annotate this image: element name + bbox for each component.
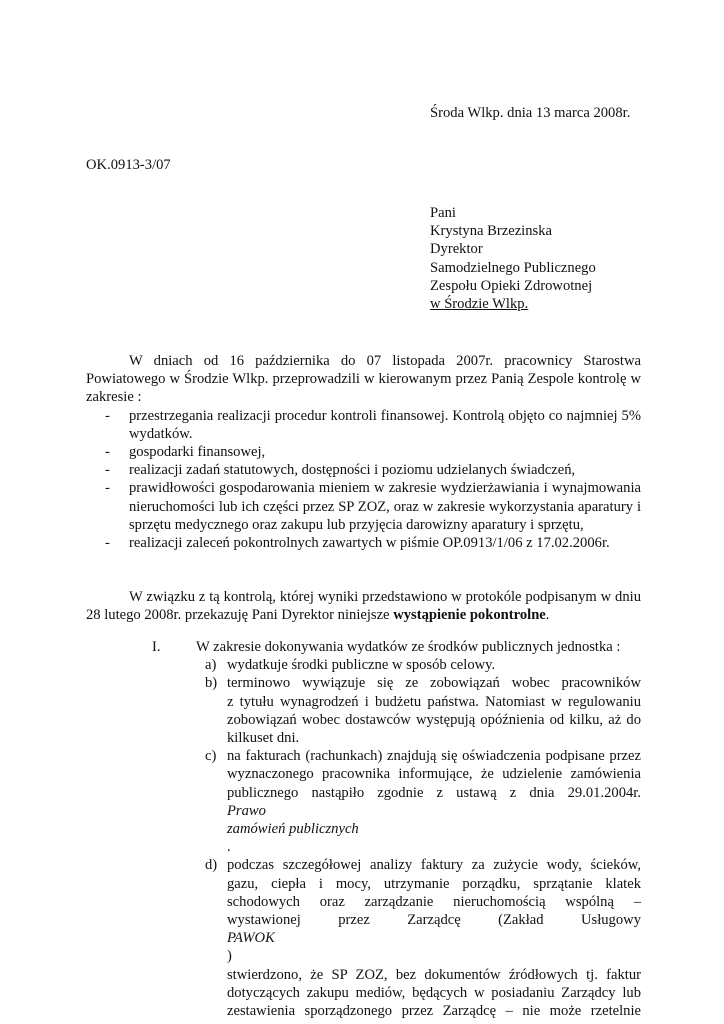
list-item: - realizacji zaleceń pokontrolnych zawartych w piśmie OP.0913/1/06 z 17.02.2006r. [105,535,610,552]
conclusion-bold-phrase: wystąpienie pokontrolne [393,607,546,624]
sub-point-end: . [227,839,231,856]
recipient-line: Dyrektor [430,241,483,258]
sub-point-line-text: wystawionej przez Zarządcę (Zakład Usługowy [227,912,641,929]
sub-point-line: kilkuset dni. [227,730,300,747]
act-title-part1: Prawo [227,802,266,819]
sub-point-letter: d) [205,857,218,874]
list-item-text: przestrzegania realizacji procedur kontroli finansowej. Kontrolą objęto co najmniej 5% wydatków. [129,407,641,442]
sub-point-paren: ) [227,948,232,965]
sub-point-line: z tytułu wynagrodzeń i budżetu państwa. Natomiast w regulowaniu [227,693,641,710]
sub-point-line [227,911,641,966]
recipient-address [430,204,670,313]
recipient-line: Krystyna Brzezinska [430,223,552,240]
list-item-text: prawidłowości gospodarowania mieniem w zakresie wydzierżawiania i wynajmowania nieruchomości lub ich części przez SP ZOZ, oraz w zakresie wykorzystania aparatury i sprzętu medycznego oraz zakupu lub przyjęcia darowizny aparatury i sprzętu, [129,480,641,533]
sub-point-line: wyznaczonego pracownika informujące, że udzielenie zamówienia [227,766,641,783]
sub-point-line: gazu, ciepła i mocy, utrzymanie porządku, sprzątanie klatek [227,875,641,892]
section-heading [86,638,641,656]
list-item: - realizacji zadań statutowych, dostępności i poziomu udzielanych świadczeń, [105,462,576,479]
conclusion-text: W związku z tą kontrolą, której wyniki przedstawiono w protokóle podpisanym w dniu 28 lutego 2008r. przekazuję Pani Dyrektor niniejsze [86,589,641,624]
scope-list [86,407,641,553]
sub-point-letter: a) [205,657,217,674]
date-line: Środa Wlkp. dnia 13 marca 2008r. [430,105,631,121]
act-title-part2: zamówień publicznych [227,821,359,838]
sub-point-a [86,656,641,674]
sub-point-line: zobowiązań wobec dostawców występują opóźnienia od kilku, aż do [227,711,641,728]
sub-point-line: terminowo wywiązuje się ze zobowiązań wobec pracowników [227,675,641,692]
intro-paragraph: W dniach od 16 października do 07 listopada 2007r. pracownicy Starostwa Powiatowego w Środzie Wlkp. przeprowadzili w kierowanym przez Panią Zespole kontrolę w zakresie : [86,353,641,406]
list-item-text: realizacji zadań statutowych, dostępności i poziomu udzielanych świadczeń, [129,462,576,479]
sub-point-line: podczas szczegółowej analizy faktury za zużycie wody, ścieków, [227,857,641,874]
list-item: - gospodarki finansowej, [105,444,266,461]
section-1 [86,638,641,1020]
sub-point-line: na fakturach (rachunkach) znajdują się oświadczenia podpisane przez [227,748,641,765]
list-item-text: gospodarki finansowej, [129,444,266,461]
sub-point-line: zestawienia sporządzonego przez Zarządcę – nie może rzetelnie [227,1003,641,1020]
reference-number: OK.0913-3/07 [86,157,171,173]
sub-point-line: schodowych oraz zarządzanie nieruchomością wspólną – [227,893,641,910]
sub-point-letter: b) [205,675,218,692]
company-name: PAWOK [227,930,275,947]
section-number: I. [152,639,161,655]
recipient-line: Pani [430,205,456,221]
sub-point-line-text: publicznego nastąpiło zgodnie z ustawą z dnia 29.01.2004r. [227,784,641,801]
sub-point-letter: c) [205,748,217,765]
sub-point-d [86,856,641,1020]
recipient-line: Samodzielnego Publicznego [430,259,596,276]
intro-section [86,352,641,552]
conclusion-end: . [545,607,550,624]
list-item: - prawidłowości gospodarowania mieniem w zakresie wydzierżawiania i wynajmowania nieruchomości lub ich części przez SP ZOZ, oraz w zakresie wykorzystania aparatury i sprzętu medycznego oraz zakupu lub przyjęcia darowizny aparatury i sprzętu, [105,480,641,533]
conclusion-paragraph [86,588,641,624]
sub-point-line [227,820,641,856]
recipient-line: Zespołu Opieki Zdrowotnej [430,277,593,294]
list-item-text: realizacji zaleceń pokontrolnych zawartych w piśmie OP.0913/1/06 z 17.02.2006r. [129,535,610,552]
sub-point-b [86,674,641,747]
sub-point-line: wydatkuje środki publiczne w sposób celowy. [227,657,496,674]
sub-point-c [86,747,641,856]
sub-point-line: dotyczących zakupu mediów, będących w posiadaniu Zarządcy lub [227,984,641,1001]
section-heading-text: W zakresie dokonywania wydatków ze środków publicznych jednostka : [196,639,621,655]
sub-point-line: stwierdzono, że SP ZOZ, bez dokumentów źródłowych tj. faktur [227,966,641,983]
sub-point-line [227,784,641,820]
list-item: - przestrzegania realizacji procedur kontroli finansowej. Kontrolą objęto co najmniej 5% wydatków. [105,407,641,442]
recipient-line: w Środzie Wlkp. [430,295,529,312]
